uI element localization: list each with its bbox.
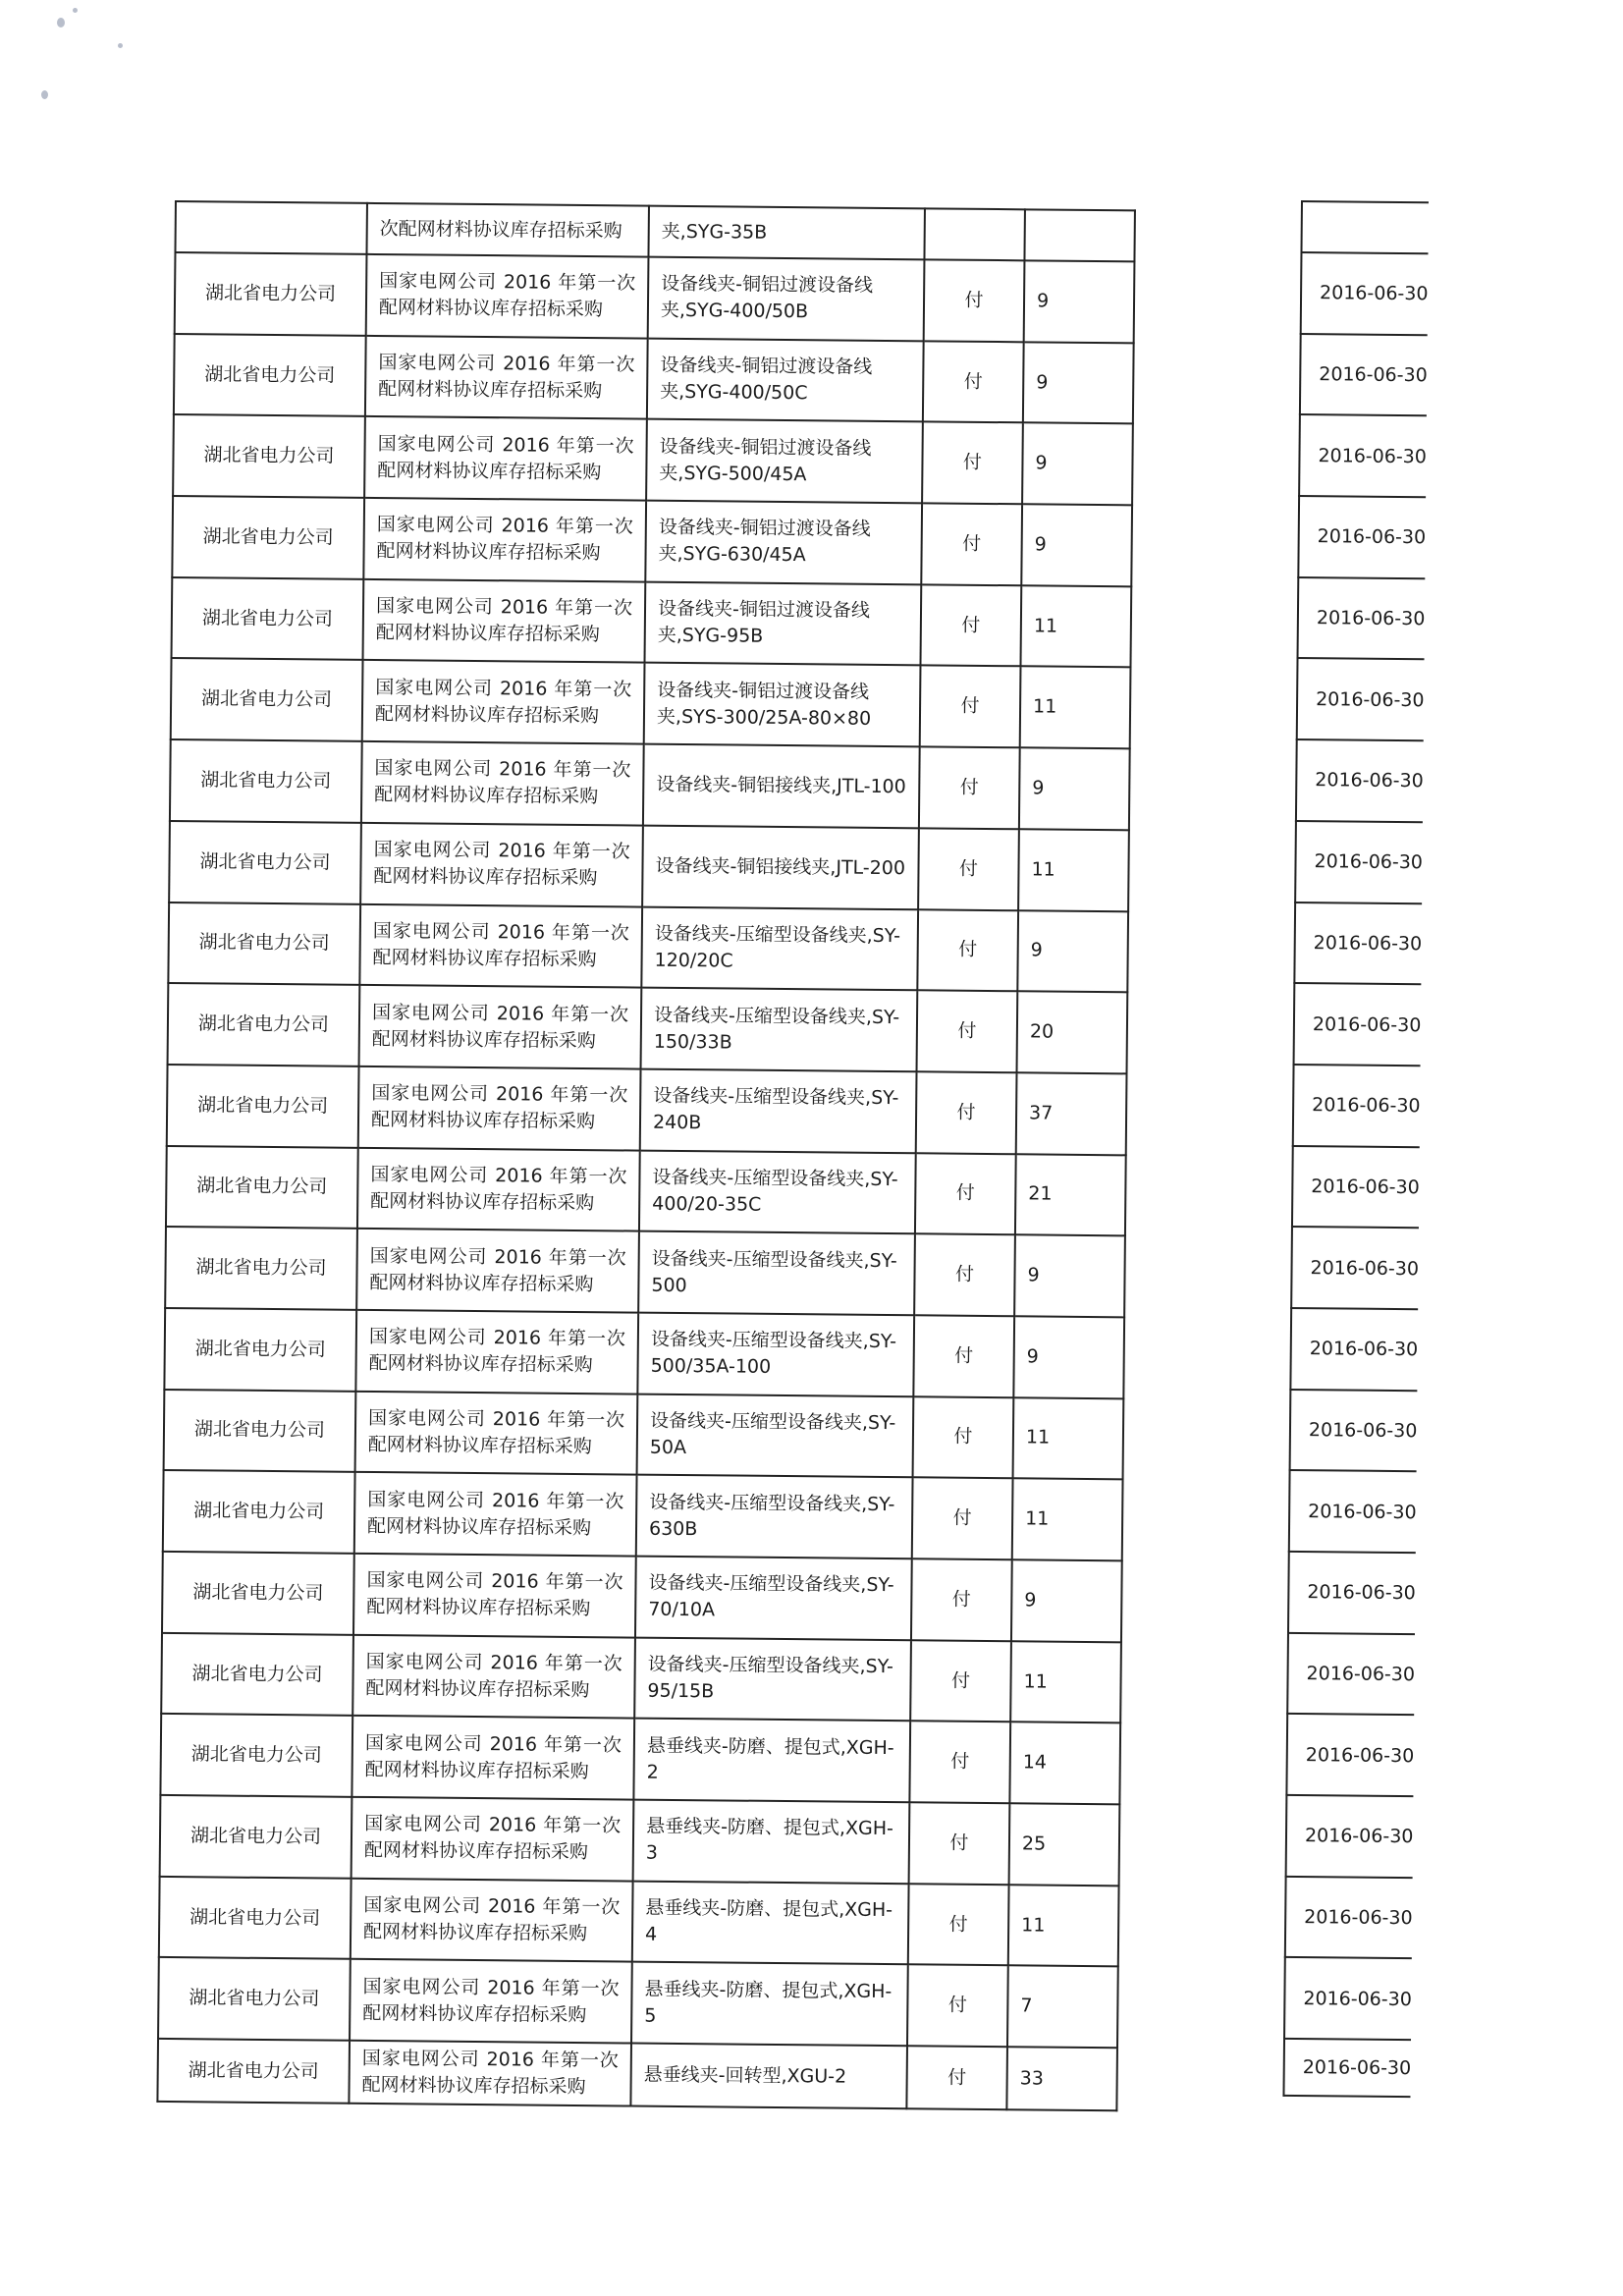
delivery-date-column (1282, 200, 1429, 2098)
table-row (175, 252, 1135, 343)
table-row (172, 496, 1132, 586)
table-row (160, 1714, 1120, 1804)
date-cell: 2016-06-30 (1286, 1714, 1414, 1796)
org-cell: 湖北省电力公司 (157, 2039, 350, 2104)
unit-cell: 付 (923, 341, 1024, 423)
unit-cell: 付 (916, 1071, 1017, 1154)
project-cell: 国家电网公司 2016 年第一次配网材料协议库存招标采购 (355, 1391, 638, 1474)
unit-cell: 付 (906, 2046, 1007, 2109)
unit-cell: 付 (920, 584, 1021, 667)
org-cell: 湖北省电力公司 (175, 252, 367, 336)
table-row (164, 1308, 1124, 1398)
org-cell: 湖北省电力公司 (174, 334, 366, 417)
org-cell: 湖北省电力公司 (171, 658, 363, 741)
date-row (1291, 1227, 1419, 1309)
date-cell: 2016-06-30 (1285, 1877, 1413, 1959)
table-row (161, 1633, 1121, 1723)
date-row (1284, 1957, 1412, 2040)
table-row (170, 739, 1130, 830)
org-cell: 湖北省电力公司 (164, 1308, 356, 1392)
date-cell: 2016-06-30 (1299, 414, 1427, 497)
date-cell: 2016-06-30 (1283, 2039, 1411, 2097)
unit-cell: 付 (917, 909, 1018, 992)
quantity-cell: 9 (1021, 504, 1132, 586)
date-cell: 2016-06-30 (1294, 902, 1422, 984)
unit-cell: 付 (914, 1234, 1015, 1317)
unit-cell: 付 (908, 1884, 1009, 1966)
project-cell: 国家电网公司 2016 年第一次配网材料协议库存招标采购 (362, 660, 645, 743)
quantity-cell: 9 (1024, 260, 1135, 343)
material-cell: 悬垂线夹-防磨、提包式,XGH-5 (631, 1962, 908, 2046)
date-cell: 2016-06-30 (1295, 821, 1423, 903)
quantity-cell: 33 (1006, 2047, 1117, 2110)
material-cell: 设备线夹-压缩型设备线夹,SY-120/20C (641, 906, 918, 990)
project-cell: 国家电网公司 2016 年第一次配网材料协议库存招标采购 (352, 1635, 635, 1719)
unit-cell (924, 208, 1024, 260)
date-row (1296, 739, 1424, 822)
date-row (1301, 252, 1429, 335)
unit-cell: 付 (917, 990, 1018, 1072)
unit-cell: 付 (909, 1802, 1010, 1885)
material-cell: 设备线夹-铜铝接线夹,JTL-100 (643, 744, 920, 828)
date-row (1289, 1470, 1417, 1553)
date-row (1295, 821, 1423, 903)
table-row (171, 658, 1131, 748)
quantity-cell: 9 (1014, 1235, 1125, 1318)
date-cell: 2016-06-30 (1293, 1065, 1421, 1147)
material-cell: 设备线夹-压缩型设备线夹,SY-400/20-35C (639, 1150, 916, 1233)
project-cell: 国家电网公司 2016 年第一次配网材料协议库存招标采购 (359, 903, 642, 987)
procurement-table (156, 200, 1136, 2111)
material-cell: 设备线夹-压缩型设备线夹,SY-95/15B (634, 1637, 911, 1721)
date-row (1298, 577, 1426, 660)
project-cell: 国家电网公司 2016 年第一次配网材料协议库存招标采购 (352, 1716, 634, 1799)
material-cell: 设备线夹-铜铝过渡设备线夹,SYG-95B (645, 581, 922, 665)
date-row (1287, 1633, 1415, 1716)
date-cell: 2016-06-30 (1284, 1957, 1412, 2040)
unit-cell: 付 (911, 1558, 1012, 1641)
quantity-cell: 11 (1008, 1885, 1119, 1967)
quantity-cell: 9 (1017, 910, 1128, 993)
project-cell: 国家电网公司 2016 年第一次配网材料协议库存招标采购 (363, 579, 646, 663)
project-cell: 国家电网公司 2016 年第一次配网材料协议库存招标采购 (359, 985, 642, 1068)
table-row (158, 1957, 1118, 2048)
date-cell: 2016-06-30 (1291, 1227, 1419, 1309)
material-cell: 夹,SYG-35B (648, 206, 924, 260)
quantity-cell: 37 (1016, 1072, 1127, 1155)
table-row (169, 821, 1129, 911)
date-row (1286, 1714, 1414, 1796)
project-cell: 国家电网公司 2016 年第一次配网材料协议库存招标采购 (361, 741, 644, 825)
material-cell: 悬垂线夹-防磨、提包式,XGH-2 (633, 1719, 910, 1802)
unit-cell: 付 (918, 828, 1019, 910)
date-row (1294, 902, 1422, 984)
scan-speck (118, 43, 123, 48)
quantity-cell: 11 (1013, 1397, 1124, 1480)
date-cell: 2016-06-30 (1301, 252, 1429, 335)
material-cell: 设备线夹-铜铝过渡设备线夹,SYG-630/45A (645, 501, 922, 584)
org-cell: 湖北省电力公司 (166, 1146, 358, 1230)
quantity-cell (1024, 209, 1134, 261)
project-cell: 国家电网公司 2016 年第一次配网材料协议库存招标采购 (354, 1472, 637, 1556)
date-cell: 2016-06-30 (1289, 1470, 1417, 1553)
project-cell: 国家电网公司 2016 年第一次配网材料协议库存招标采购 (357, 1147, 640, 1230)
org-cell: 湖北省电力公司 (172, 496, 364, 579)
unit-cell: 付 (924, 259, 1025, 342)
quantity-cell: 11 (1018, 829, 1129, 911)
project-cell: 国家电网公司 2016 年第一次配网材料协议库存招标采购 (355, 1310, 638, 1394)
quantity-cell: 20 (1017, 991, 1128, 1073)
table-row (165, 1227, 1125, 1317)
quantity-cell: 9 (1013, 1316, 1124, 1398)
table-row (157, 2039, 1117, 2110)
unit-cell: 付 (912, 1478, 1013, 1560)
date-row (1293, 1065, 1421, 1147)
date-row (1300, 334, 1428, 416)
date-row (1292, 1146, 1420, 1229)
quantity-cell: 7 (1007, 1966, 1118, 2049)
quantity-cell: 9 (1011, 1559, 1122, 1642)
project-cell: 国家电网公司 2016 年第一次配网材料协议库存招标采购 (351, 1879, 633, 1962)
date-cell: 2016-06-30 (1290, 1308, 1418, 1391)
unit-cell: 付 (913, 1396, 1014, 1479)
org-cell: 湖北省电力公司 (167, 1065, 359, 1148)
table-row (166, 1146, 1126, 1236)
table-row (168, 983, 1128, 1073)
quantity-cell: 21 (1015, 1154, 1126, 1236)
org-cell: 湖北省电力公司 (172, 577, 364, 661)
material-cell: 设备线夹-压缩型设备线夹,SY-50A (637, 1394, 914, 1477)
date-row (1286, 1795, 1414, 1878)
table-row (162, 1552, 1122, 1642)
date-cell: 2016-06-30 (1286, 1795, 1414, 1878)
org-cell: 湖北省电力公司 (169, 821, 361, 904)
table-row (164, 1390, 1124, 1480)
material-cell: 设备线夹-铜铝过渡设备线夹,SYG-500/45A (646, 419, 923, 503)
project-cell: 国家电网公司 2016 年第一次配网材料协议库存招标采购 (364, 416, 647, 500)
org-cell: 湖北省电力公司 (161, 1633, 353, 1717)
quantity-cell: 14 (1009, 1722, 1120, 1805)
date-row (1288, 1552, 1416, 1634)
unit-cell: 付 (910, 1640, 1011, 1722)
material-cell: 设备线夹-压缩型设备线夹,SY-630B (636, 1475, 913, 1558)
project-cell: 国家电网公司 2016 年第一次配网材料协议库存招标采购 (360, 823, 643, 906)
project-cell: 国家电网公司 2016 年第一次配网材料协议库存招标采购 (366, 254, 649, 338)
org-cell: 湖北省电力公司 (168, 902, 360, 985)
unit-cell: 付 (922, 422, 1023, 505)
date-row (1294, 983, 1422, 1066)
material-cell: 悬垂线夹-回转型,XGU-2 (630, 2044, 907, 2109)
project-cell: 国家电网公司 2016 年第一次配网材料协议库存招标采购 (352, 1797, 634, 1881)
project-cell: 国家电网公司 2016 年第一次配网材料协议库存招标采购 (353, 1554, 636, 1637)
unit-cell: 付 (915, 1153, 1016, 1235)
org-cell: 湖北省电力公司 (159, 1877, 352, 1960)
org-cell: 湖北省电力公司 (173, 414, 365, 498)
material-cell: 设备线夹-铜铝过渡设备线夹,SYS-300/25A-80×80 (644, 663, 921, 746)
unit-cell: 付 (921, 503, 1022, 585)
date-cell: 2016-06-30 (1296, 739, 1424, 822)
unit-cell: 付 (920, 666, 1021, 748)
table-row (173, 414, 1133, 505)
material-cell: 设备线夹-压缩型设备线夹,SY-500/35A-100 (637, 1313, 914, 1396)
date-row (1283, 2039, 1411, 2097)
unit-cell: 付 (909, 1722, 1010, 1804)
scan-speck (73, 8, 78, 13)
quantity-cell: 25 (1009, 1803, 1120, 1886)
date-cell: 2016-06-30 (1292, 1146, 1420, 1229)
quantity-cell: 11 (1020, 585, 1131, 668)
date-cell: 2016-06-30 (1288, 1552, 1416, 1634)
material-cell: 设备线夹-压缩型设备线夹,SY-240B (640, 1068, 917, 1152)
date-row (1297, 658, 1425, 740)
scan-speck (57, 18, 65, 27)
date-cell: 2016-06-30 (1297, 658, 1425, 740)
material-cell: 设备线夹-压缩型设备线夹,SY-70/10A (635, 1557, 912, 1640)
scan-speck (41, 90, 48, 99)
table-row (163, 1470, 1123, 1560)
date-cell: 2016-06-30 (1287, 1633, 1415, 1716)
org-cell: 湖北省电力公司 (162, 1552, 354, 1635)
date-cell: 2016-06-30 (1290, 1390, 1418, 1472)
unit-cell: 付 (907, 1965, 1008, 2048)
project-cell: 国家电网公司 2016 年第一次配网材料协议库存招标采购 (358, 1066, 641, 1150)
table-row (174, 334, 1134, 424)
project-cell: 国家电网公司 2016 年第一次配网材料协议库存招标采购 (356, 1229, 639, 1312)
org-cell: 湖北省电力公司 (164, 1390, 356, 1473)
project-cell: 国家电网公司 2016 年第一次配网材料协议库存招标采购 (363, 498, 646, 581)
date-cell: 2016-06-30 (1294, 983, 1422, 1066)
table-row (160, 1795, 1120, 1886)
unit-cell: 付 (913, 1315, 1014, 1397)
quantity-cell: 9 (1019, 747, 1130, 830)
table-row (175, 201, 1134, 261)
quantity-cell: 9 (1023, 342, 1134, 424)
material-cell: 设备线夹-压缩型设备线夹,SY-150/33B (641, 988, 918, 1071)
project-cell: 国家电网公司 2016 年第一次配网材料协议库存招标采购 (350, 1959, 632, 2043)
table-row (167, 1065, 1127, 1155)
date-row (1290, 1390, 1418, 1472)
project-cell: 国家电网公司 2016 年第一次配网材料协议库存招标采购 (365, 336, 648, 419)
table-row (172, 577, 1132, 668)
org-cell: 湖北省电力公司 (158, 1957, 351, 2041)
material-cell: 设备线夹-铜铝过渡设备线夹,SYG-400/50C (647, 338, 924, 421)
quantity-cell: 11 (1012, 1479, 1123, 1561)
date-row (1299, 414, 1427, 497)
org-cell: 湖北省电力公司 (163, 1470, 355, 1554)
date-row (1298, 496, 1426, 578)
date-cell: 2016-06-30 (1300, 334, 1428, 416)
date-row (1290, 1308, 1418, 1391)
org-cell: 湖北省电力公司 (170, 739, 362, 823)
org-cell (175, 201, 366, 254)
table-row (159, 1877, 1119, 1967)
material-cell: 悬垂线夹-防磨、提包式,XGH-4 (632, 1881, 909, 1964)
quantity-cell: 11 (1020, 667, 1131, 749)
org-cell: 湖北省电力公司 (165, 1227, 357, 1310)
date-cell: 2016-06-30 (1298, 577, 1426, 660)
date-cell: 2016-06-30 (1298, 496, 1426, 578)
material-cell: 设备线夹-铜铝过渡设备线夹,SYG-400/50B (648, 257, 925, 341)
org-cell: 湖北省电力公司 (160, 1714, 352, 1797)
material-cell: 设备线夹-压缩型设备线夹,SY-500 (638, 1231, 915, 1315)
project-cell: 国家电网公司 2016 年第一次配网材料协议库存招标采购 (349, 2041, 631, 2106)
date-cell (1301, 201, 1428, 253)
material-cell: 悬垂线夹-防磨、提包式,XGH-3 (633, 1800, 910, 1884)
project-cell: 次配网材料协议库存招标采购 (366, 203, 648, 257)
material-cell: 设备线夹-铜铝接线夹,JTL-200 (642, 825, 919, 908)
date-row (1301, 201, 1428, 253)
quantity-cell: 9 (1022, 423, 1133, 506)
org-cell: 湖北省电力公司 (168, 983, 360, 1066)
org-cell: 湖北省电力公司 (160, 1795, 352, 1879)
date-row (1285, 1877, 1413, 1959)
table-row (168, 902, 1128, 992)
unit-cell: 付 (919, 746, 1020, 829)
quantity-cell: 11 (1010, 1641, 1121, 1723)
